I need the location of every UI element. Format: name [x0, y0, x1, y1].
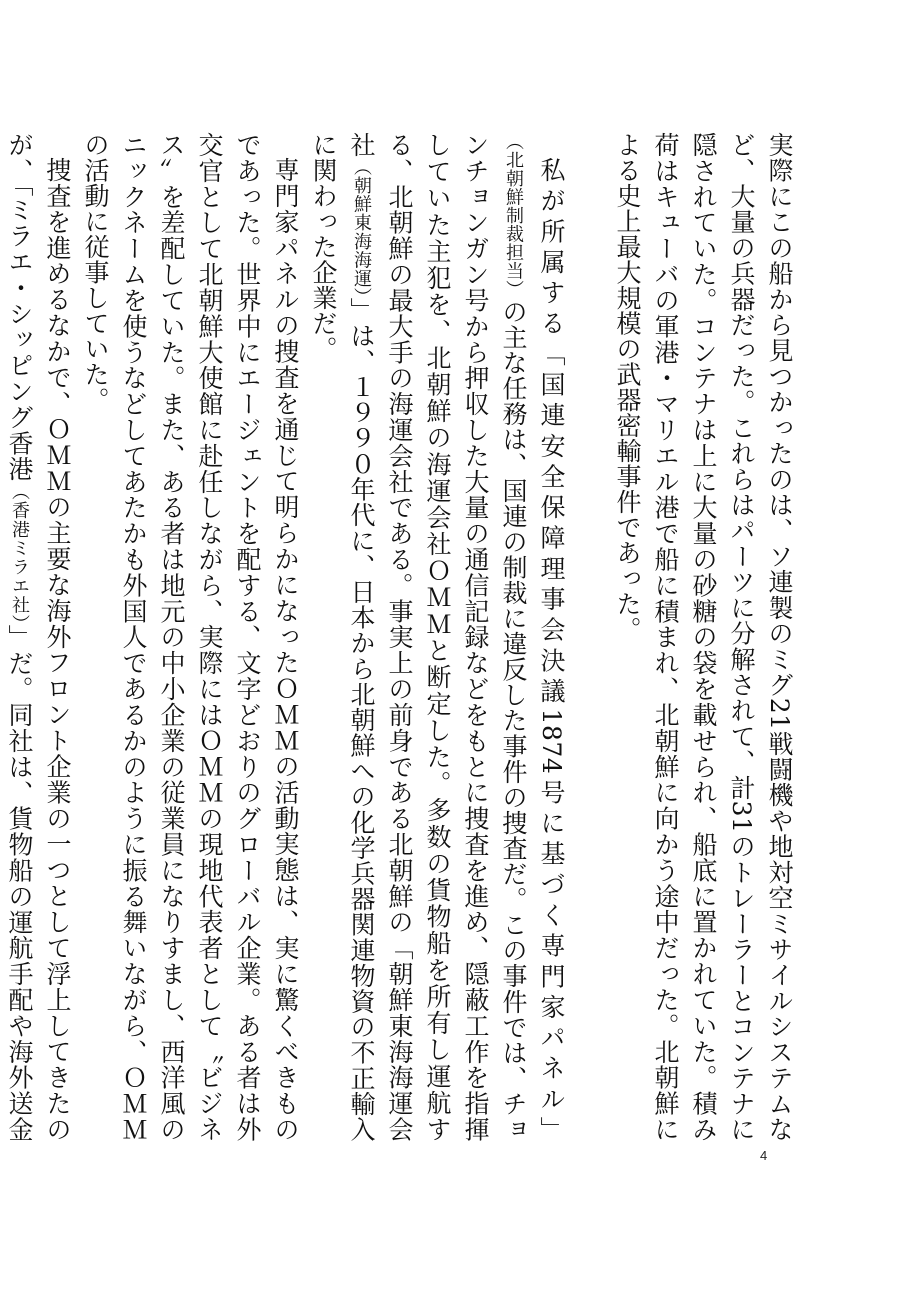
- paragraph-1: [608, 132, 798, 1142]
- paragraph-1-text: 実際にこの船から見つかったのは、ソ連製のミグ21戦闘機や地対空ミサイルシステムなど、大量の兵器だった。これらはパーツに分解されて、計31のトレーラーとコンテナに隠されていた。コンテナは上に大量の砂糖の袋を載せられ、船底に置かれていた。積み荷はキューバの軍港・マリエル港で船に積まれ、北朝鮮に向かう途中だった。北朝鮮による史上最大規模の武器密輸事件であった。: [613, 132, 794, 1143]
- paragraph-4-text-a: 捜査を進めるなかで、ＯＭＭの主要な海外フロント企業の一つとして浮上してきたのが、「ミラエ・シッピング香港: [5, 132, 72, 1143]
- paragraph-4-annotation: （香港ミラエ社）: [9, 482, 30, 625]
- paragraph-2-annotation-a: （北朝鮮制裁担当）: [503, 132, 524, 299]
- paragraph-2: [304, 132, 570, 1142]
- paragraph-2-text-c: 」は、１９９０年代に、日本から北朝鮮への化学兵器関連物資の不正輸入に関わった企業だ。: [309, 132, 376, 1143]
- paragraph-gap: [570, 132, 608, 1142]
- paragraph-2-annotation-b: （朝鮮東海海運）: [351, 157, 372, 298]
- paragraph-2-text-a: 私が所属する「国連安全保障理事会決議1874号に基づく専門家パネル」: [537, 157, 566, 1142]
- paragraph-3: [76, 132, 304, 1142]
- paragraph-4-text-b: 」だ。同社は、貨物船の運航手配や海外送金: [5, 624, 34, 1143]
- paragraph-4: [0, 132, 76, 1142]
- vertical-text-body: [5, 132, 798, 1143]
- paragraph-3-text: 専門家パネルの捜査を通じて明らかになったＯＭＭの活動実態は、実に驚くべきものであった。世界中にエージェントを配する、文字どおりのグローバル企業。ある者は外交官として北朝鮮大使館に赴任しながら、実際にはＯＭＭの現地代表者として〝ビジネス〟を差配していた。また、ある者は地元の中小企業の従業員になりすまし、西洋風のニックネームを使うなどしてあたかも外国人であるかのように振る舞いながら、ＯＭＭの活動に従事していた。: [81, 132, 300, 1143]
- page-number: 4: [760, 1148, 768, 1163]
- paragraph-2-text-b: の主な任務は、国連の制裁に違反した事件の捜査だ。この事件では、チョンチョンガン号から押収した大量の通信記録などをもとに捜査を進め、隠蔽工作を指揮していた主犯を、北朝鮮の海運会社ＯＭＭと断定した。多数の貨物船を所有し運航する、北朝鮮の最大手の海運会社である。事実上の前身である北朝鮮の「朝鮮東海海運会社: [347, 132, 528, 1143]
